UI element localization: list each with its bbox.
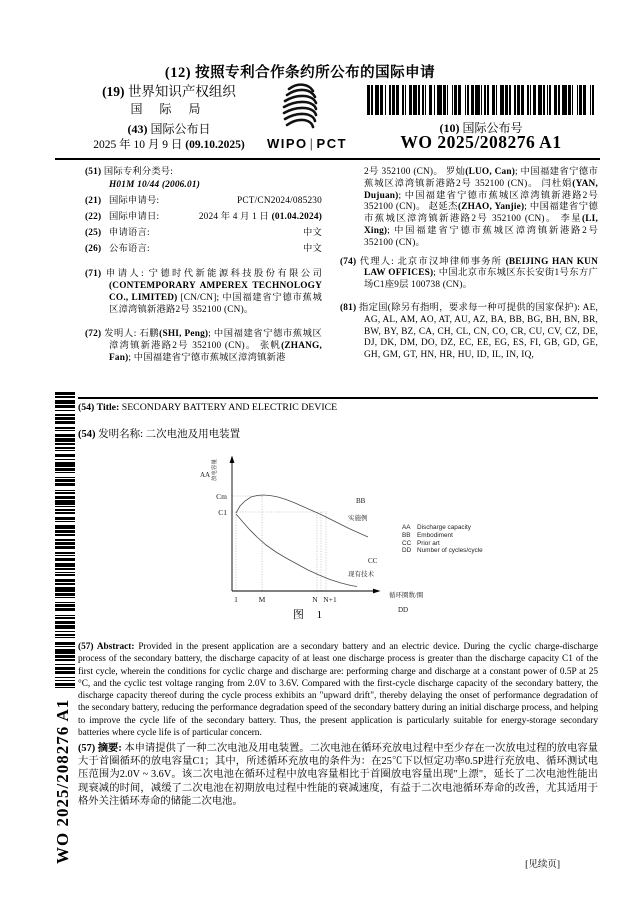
field-72-inventors: (72) 发明人: 石鹏(SHI, Peng); 中国福建省宁德市蕉城区漳湾镇新港路2号 352100 (CN)。 张帆(ZHANG, Fan); 中国福建省宁德市蕉城区漳湾镇新港 — [85, 329, 323, 364]
barcode-left — [55, 392, 75, 688]
abstract-chinese: (57) 摘要: 本申请提供了一种二次电池及用电装置。二次电池在循环充放电过程中至少存在一次放电过程的放电容量大于首圈循环的放电容量C1；其中，所述循环充放电的条件为：在25℃下以恒定功率0.5P进行充放电、循环测试电压范围为2.0V ~ 3.6V。该二次电池在循环过程中放电容量相比于首圈放电容量出现"上漂"，延长了二次电池性能出现衰减的时间，减缓了二次电池在初期放电过程中性能的衰减速度，有益于二次电池循环寿命的改善，尤其适用于格外关注循环寿命的储能二次电池。 — [78, 743, 598, 807]
field-72-inventors-continued: 2号 352100 (CN)。 罗灿(LUO, Can); 中国福建省宁德市蕉城区漳湾镇新港路2号 352100 (CN)。 闫杜娟(YAN, Dujuan); 中国福建省宁德市蕉城区漳湾镇新港路2号 352100 (CN)。 赵延杰(ZHAO, Yanjie); 中国福建省宁德市蕉城区漳湾镇新港路2号 352100 (CN)。 李星(LI, Xing); 中国福建省宁德市蕉城区漳湾镇新港路2号 352100 (CN)。 — [364, 167, 598, 248]
org-name: 世界知识产权组织 — [127, 84, 236, 99]
series-bb-code: BB — [356, 497, 366, 505]
field-51-ipc: (51) 国际专利分类号: H01M 10/44 (2006.01) — [85, 167, 322, 192]
x-tick-n: N — [312, 595, 318, 604]
field-19-num: (19) — [102, 84, 125, 99]
ipc-class: H01M 10/44 (2006.01) — [109, 179, 201, 190]
legend-row: DD Number of cycles/cycle — [402, 547, 483, 555]
invention-title-zh: 二次电池及用电装置 — [145, 429, 241, 440]
y-axis-arrow-icon — [230, 456, 235, 464]
wipo-pct-wordmark: WIPO | PCT — [266, 136, 348, 151]
pct-publication-line: (12) 按照专利合作条约所公布的国际申请 — [164, 65, 436, 81]
title-chinese: (54) 发明名称: 二次电池及用电装置 — [78, 429, 241, 440]
wipo-logo-icon — [270, 80, 326, 136]
biblio-right-column — [340, 167, 598, 366]
org-name-line — [80, 84, 258, 101]
legend-row: BB Embodiment — [402, 531, 453, 539]
biblio-left-column — [85, 167, 322, 369]
series-bb-label: 实施例 — [348, 515, 368, 522]
field-26-publication-language: (26) 公布语言: 中文 — [85, 244, 322, 255]
pubdate-value: 2025 年 10 月 9 日 (09.10.2025) — [93, 138, 245, 151]
x-axis-code: DD — [398, 606, 409, 614]
figure-caption: 图 1 — [292, 609, 328, 621]
wipo-org-block — [80, 84, 258, 152]
legend-row: AA Discharge capacity — [402, 524, 471, 531]
y-axis-code: AA — [200, 471, 211, 479]
y-tick-c1: C1 — [218, 508, 227, 517]
field-10-num: (10) — [439, 121, 460, 135]
org-bureau: 国 际 局 — [130, 101, 208, 116]
field-22-filing-date: (22) 国际申请日: 2024 年 4 月 1 日 (01.04.2024) — [85, 211, 322, 222]
x-axis-label: 循环圈数/圈 — [389, 592, 424, 599]
title-english: (54) Title: SECONDARY BATTERY AND ELECTRIC DEVICE — [78, 402, 338, 413]
field-71-applicant: (71) 申请人: 宁德时代新能源科技股份有限公司 (CONTEMPORARY AMPEREX TECHNOLOGY CO., LIMITED) [CN/CN]; 中国福建省宁德市蕉城区漳湾镇新港路2号 352100 (CN)。 — [85, 269, 322, 315]
publication-number: WO 2025/208276 A1 — [400, 132, 562, 152]
series-cc-label: 现有技术 — [348, 571, 374, 578]
field-74-agent: (74) 代理人: 北京市汉坤律师事务所 (BEIJING HAN KUN LAW OFFICES); 中国北京市东城区东长安街1号东方广场C1座9层 100738 (CN)。 — [340, 256, 599, 291]
x-tick-m: M — [258, 595, 266, 604]
field-21-application-number: (21) 国际申请号: PCT/CN2024/085230 — [85, 195, 322, 206]
pubdate-label-line — [80, 122, 258, 137]
side-publication-number: WO 2025/208276 A1 — [53, 698, 72, 864]
abstract-english: (57) Abstract: Provided in the present application are a secondary battery and an electric device. During the cyclic charge-discharge process of the secondary battery, the discharge capacity of at least one discharge process is greater than the discharge capacity C1 of the first cycle, wherein the conditions for cyclic charge and discharge are: performing charge and discharge at a constant power of 0.5P at 25 °C, and the cyclic test voltage ranging from 2.0V to 3.6V. Compared with the first-cycle discharge capacity of the secondary battery, the discharge capacity thereof during the cycle process exhibits an "upward drift", thereby delaying the onset of performance degradation of the secondary battery, reducing the performance degradation speed of the secondary battery during an initial discharge process, and helping to improve the cycle life of the secondary battery. Thus, the present application is particularly suitable for energy-storage secondary batteries where cycle life is of particular concern. — [78, 642, 598, 739]
header-divider — [55, 158, 600, 160]
continuation-note: [见续页] — [525, 860, 560, 870]
y-axis-label: 放电容量 — [212, 458, 218, 482]
x-tick-1: 1 — [234, 595, 238, 604]
pubdate-label: 国际公布日 — [150, 121, 211, 136]
wordmark-separator: | — [309, 136, 315, 151]
barcode-top — [367, 85, 595, 115]
figure-legend — [402, 524, 483, 555]
x-axis-arrow-icon — [373, 589, 381, 594]
invention-title-en: SECONDARY BATTERY AND ELECTRIC DEVICE — [121, 402, 338, 413]
abstract-en-text: Provided in the present application are a secondary battery and an electric device. During the cyclic charge-discharge process of the secondary battery, the discharge capacity of at least one discharge process is greater than the discharge capacity C1 of the first cycle, wherein the conditions for cyclic charge and discharge are: performing charge and discharge at a constant power of 0.5P at 25 °C, and the cyclic test voltage ranging from 2.0V to 3.6V. Compared with the first-cycle discharge capacity of the secondary battery, the discharge capacity thereof during the cycle process exhibits an "upward drift", thereby delaying the onset of performance degradation of the secondary battery, reducing the performance degradation speed of the secondary battery during an initial discharge process, and helping to improve the cycle life of the secondary battery. Thus, the present application is particularly suitable for energy-storage secondary batteries where cycle life is of particular concern. — [78, 642, 598, 739]
field-25-filing-language: (25) 申请语言: 中文 — [85, 228, 322, 239]
y-tick-cm: Cm — [216, 492, 227, 501]
pubno-label: 国际公布号 — [462, 121, 523, 135]
abstract-zh-text: 本申请提供了一种二次电池及用电装置。二次电池在循环充放电过程中至少存在一次放电过程的放电容量大于首圈循环的放电容量C1；其中，所述循环充放电的条件为：在25℃下以恒定功率0.5P进行充放电、循环测试电压范围为2.0V ~ 3.6V。该二次电池在循环过程中放电容量相比于首圈放电容量出现"上漂"，延长了二次电池性能出现衰减的时间，减缓了二次电池在初期放电过程中性能的衰减速度，有益于二次电池循环寿命的改善，尤其适用于格外关注循环寿命的储能二次电池。 — [78, 743, 598, 807]
x-tick-n1: N+1 — [323, 595, 337, 604]
series-cc-code: CC — [368, 557, 378, 565]
legend-row: CC Prior art — [402, 539, 440, 547]
field-43-num: (43) — [127, 121, 148, 136]
title-divider — [78, 397, 598, 399]
field-81-designated-states: (81) 指定国(除另有指明，要求每一种可提供的国家保护): AE, AG, AL, AM, AO, AT, AU, AZ, BA, BB, BG, BH, BN, BR, BW, BY, BZ, CA, CH, CL, CN, CO, CR, CU, CV, CZ, DE, DJ, DK, DM, DO, DZ, EC, EE, EG, ES, FI, GB, GD, GE, GH, GM, GT, HN, HR, HU, ID, IL, IN, IQ, — [340, 302, 598, 361]
